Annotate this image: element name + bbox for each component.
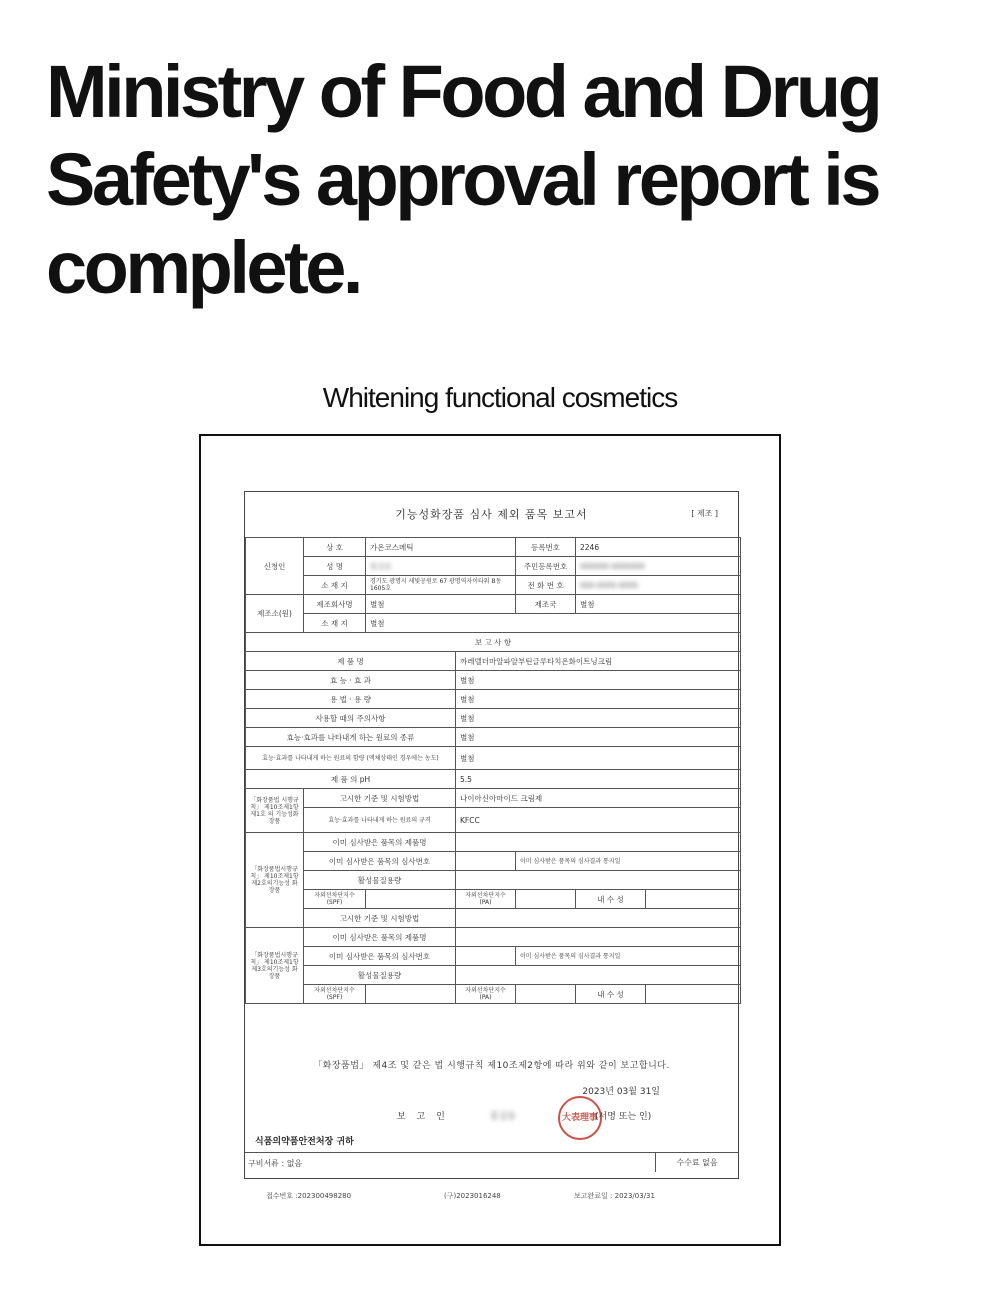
reg-no: 2246: [576, 538, 741, 557]
attachments: 구비서류 : 없음: [248, 1159, 303, 1168]
maker-company-label: 제조회사명: [304, 595, 366, 614]
prev-product-label-b: 이미 심사받은 품목의 제품명: [304, 928, 456, 947]
attachments-row: [245, 1152, 738, 1173]
headline: Ministry of Food and Drug Safety's approval report is complete.: [46, 50, 880, 309]
spf-label-a: 자외선차단지수(SPF): [304, 890, 366, 909]
name-label: 성 명: [304, 557, 366, 576]
water-label-a: 내 수 성: [576, 890, 646, 909]
ingredient-type: 별첨: [456, 728, 741, 747]
addressee: 식품의약품안전처장 귀하: [255, 1137, 354, 1147]
product-name-label: 제 품 명: [246, 652, 456, 671]
prev-result-label-b: 이미 심사받은 품목의 심사결과 통지일: [516, 947, 741, 966]
trade-name-label: 상 호: [304, 538, 366, 557]
address-label: 소 재 지: [304, 576, 366, 595]
ingredient-type-label: 효능·효과를 나타내게 하는 원료의 종류: [246, 728, 456, 747]
law-group-3: 「화장품법시행규칙」 제10조제1항제3호의기능성 화장품: [246, 928, 304, 1004]
fee: 수수료 없음: [655, 1153, 738, 1172]
ingredient-amount: 별첨: [456, 747, 741, 770]
active-amount-label-a: 활성물질용량: [304, 871, 456, 890]
country-label: 제조국: [516, 595, 576, 614]
efficacy: 별첨: [456, 671, 741, 690]
water-label-b: 내 수 성: [576, 985, 646, 1004]
standard-label: 고시한 기준 및 시험방법: [304, 789, 456, 808]
certificate-frame: [199, 434, 781, 1246]
phone-value: 000-0000-0000: [580, 580, 638, 590]
resident-no-label: 주민등록번호: [516, 557, 576, 576]
prev-result-label-a: 이미 심사받은 품목의 심사결과 통지일: [516, 852, 741, 871]
prev-review-no-label-b: 이미 심사받은 품목의 심사번호: [304, 947, 456, 966]
completed-date: 보고완료일 : 2023/03/31: [574, 1192, 655, 1200]
maker-address: 별첨: [366, 614, 741, 633]
trade-name: 가온코스메틱: [366, 538, 516, 557]
report-table: [245, 537, 741, 1004]
subtitle: Whitening functional cosmetics: [322, 382, 678, 413]
pa-label-a: 자외선차단지수(PA): [456, 890, 516, 909]
official-stamp: 大表理事: [558, 1096, 602, 1140]
ph-value: 5.5: [456, 770, 741, 789]
efficacy-label: 효 능 · 효 과: [246, 671, 456, 690]
country: 별첨: [576, 595, 741, 614]
maker-address-label: 소 재 지: [304, 614, 366, 633]
name-value: 홍길동: [370, 561, 392, 571]
usage: 별첨: [456, 690, 741, 709]
phone-label: 전 화 번 호: [516, 576, 576, 595]
law-group-2: 「화장품법시행규칙」 제10조제1항제2호의기능성 화장품: [246, 833, 304, 928]
sign-note: (서명 또는 인): [595, 1112, 652, 1122]
ingredient-amount-label: 효능·효과를 나타내게 하는 원료의 함량 (액체상태인 경우에는 농도): [246, 747, 456, 770]
document-tag: [ 제조 ]: [691, 509, 718, 518]
report-date: 2023년 03월 31일: [582, 1087, 660, 1097]
ph-label: 제 품 의 pH: [246, 770, 456, 789]
receipt-no: 접수번호 :202300498280: [266, 1192, 352, 1200]
reporter-name: 홍길동: [490, 1112, 517, 1122]
prev-product-label-a: 이미 심사받은 품목의 제품명: [304, 833, 456, 852]
maker-company: 별첨: [366, 595, 516, 614]
document-title: 기능성화장품 심사 제외 품목 보고서: [395, 508, 588, 521]
report-items-header: 보 고 사 항: [246, 633, 741, 652]
active-amount-label-b: 활성물질용량: [304, 966, 456, 985]
prev-review-no-label-a: 이미 심사받은 품목의 심사번호: [304, 852, 456, 871]
reg-no-label: 등록번호: [516, 538, 576, 557]
old-no: (구)2023016248: [444, 1192, 501, 1200]
address-value: 경기도 광명시 새빛공원로 67 광명역자이타워 B동 1605호: [366, 576, 516, 595]
standard2-label-a: 고시한 기준 및 시험방법: [304, 909, 456, 928]
standard: 나이아신아마이드 크림제: [456, 789, 741, 808]
resident-no-value: 000000-0000000: [580, 561, 645, 571]
spf-label-b: 자외선차단지수(SPF): [304, 985, 366, 1004]
ingredient-std: KFCC: [456, 808, 741, 833]
caution: 별첨: [456, 709, 741, 728]
pa-label-b: 자외선차단지수(PA): [456, 985, 516, 1004]
certificate-document: [244, 491, 739, 1179]
usage-label: 용 법 · 용 량: [246, 690, 456, 709]
manufacturer-label: 제조소(원): [246, 595, 304, 633]
reporter-label: 보 고 인: [397, 1112, 449, 1122]
ingredient-std-label: 효능·효과를 나타내게 하는 원료의 규격: [304, 808, 456, 833]
declaration: 「화장품법」 제4조 및 같은 법 시행규칙 제10조제2항에 따라 위와 같이 보고합니다.: [313, 1061, 670, 1071]
caution-label: 사용할 때의 주의사항: [246, 709, 456, 728]
law-group-1: 「화장품법 시행규칙」 제10조제1항제1호 의 기능성화장품: [246, 789, 304, 833]
applicant-label: 신청인: [246, 538, 304, 595]
product-name: 까레델더마알파알부틴글루타치온화이트닝크림: [456, 652, 741, 671]
